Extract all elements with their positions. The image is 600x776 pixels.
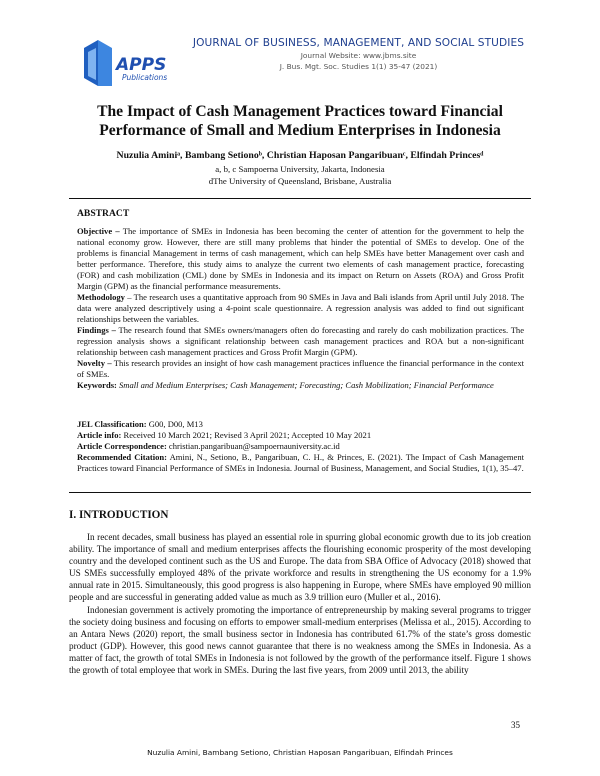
correspondence-label: Article Correspondence: bbox=[77, 441, 167, 451]
abstract-top-rule bbox=[69, 198, 531, 199]
methodology-text: – The research uses a quantitative approach from 90 SMEs in Java and Bali islands from April until July 2018. The data were analyzed descriptively using a 4-point scale questionnaire. A regression analysis was added to find out significant relationships between the variables. bbox=[77, 292, 524, 324]
abstract-methodology bbox=[77, 292, 524, 325]
keywords-label: Keywords: bbox=[77, 380, 117, 390]
page-number: 35 bbox=[511, 720, 520, 730]
intro-paragraph-1: In recent decades, small business has played an essential role in spurring global economic growth due to its job creation ability. The importance of small and medium enterprises affects the flourishing economic prosperity of the most developing country and the developed continent such as the US and Europe. The data from SBA Office of Advocacy (2018) showed that US SMEs successfully employed 48% of the private workforce and results in strengthening the US economy for a 1.9% annual rate in 2015. Simultaneously, this good progress is also happening in Europe, where SMEs have employed 90 million people and are successful in generating added value as much as 3.9 trillion euro (Muller et al., 2016). bbox=[69, 532, 531, 603]
section-heading: I. INTRODUCTION bbox=[69, 509, 169, 521]
correspondence-email[interactable]: christian.pangaribuan@sampoernauniversity.ac.id bbox=[166, 441, 340, 451]
novelty-label: Novelty – bbox=[77, 358, 112, 368]
findings-label: Findings – bbox=[77, 325, 116, 335]
intro-paragraph-2: Indonesian government is actively promoting the importance of entrepreneurship by making several programs to trigger the society doing business and focusing on efforts to empower small-medium enterprises (Melissa et al., 2015). According to an Antara News (2020) report, the small business sector in Indonesia has contributed 61.7% of the state’s gross domestic product (GDP). However, this good news cannot guarantee that there is no weakness among the SMEs in Indonesia. As a matter of fact, the growth of total SMEs in Indonesia is not followed by the growth of the performance itself. Figure 1 shows the growth of total employee that work in SMEs. During the last five years, from 2009 until 2013, the ability bbox=[69, 604, 531, 676]
keywords-text: Small and Medium Enterprises; Cash Management; Forecasting; Cash Mobilization; Financial Performance bbox=[116, 380, 494, 390]
publisher-logo bbox=[78, 30, 178, 92]
article-info bbox=[77, 430, 524, 441]
title-line-1: The Impact of Cash Management Practices toward Financial bbox=[97, 103, 503, 120]
abstract-objective bbox=[77, 226, 524, 292]
author-list: Nuzulia Aminiᵃ, Bambang Setionoᵇ, Christian Haposan Pangaribuanᶜ, Elfindah Princesᵈ bbox=[116, 150, 484, 161]
logo-subtext: Publications bbox=[122, 73, 168, 82]
jel-text: G00, D00, M13 bbox=[146, 419, 203, 429]
objective-label: Objective – bbox=[77, 226, 120, 236]
info-label: Article info: bbox=[77, 430, 122, 440]
logo-text: APPS bbox=[116, 55, 167, 75]
paper-title bbox=[69, 102, 531, 140]
citation-label: Recommended Citation: bbox=[77, 452, 167, 462]
intro-body bbox=[69, 531, 531, 676]
abstract-novelty bbox=[77, 358, 524, 380]
apps-logo-icon bbox=[78, 30, 178, 92]
abstract-heading: ABSTRACT bbox=[77, 208, 130, 219]
article-meta bbox=[77, 419, 524, 474]
citation-text: Amini, N., Setiono, B., Pangaribuan, C. H., & Princes, E. (2021). The Impact of Cash Management Practices toward Financial Performance of SMEs in Indonesia. Journal of Business, Management, and Social Studies, 1(1), 35–47. bbox=[77, 452, 524, 473]
recommended-citation bbox=[77, 452, 524, 474]
journal-title: JOURNAL OF BUSINESS, MANAGEMENT, AND SOCIAL STUDIES bbox=[192, 37, 525, 49]
affiliation-2: dThe University of Queensland, Brisbane, Australia bbox=[208, 176, 392, 186]
methodology-label: Methodology bbox=[77, 292, 125, 302]
info-text: Received 10 March 2021; Revised 3 April 2021; Accepted 10 May 2021 bbox=[121, 430, 372, 440]
abstract-findings bbox=[77, 325, 524, 358]
abstract-bottom-rule bbox=[69, 492, 531, 493]
title-line-2: Performance of Small and Medium Enterprises in Indonesia bbox=[99, 122, 501, 139]
affiliation-1: a, b, c Sampoerna University, Jakarta, Indonesia bbox=[215, 164, 385, 174]
journal-citation: J. Bus. Mgt. Soc. Studies 1(1) 35-47 (2021) bbox=[279, 62, 438, 71]
footer-authors: Nuzulia Amini, Bambang Setiono, Christian Haposan Pangaribuan, Elfindah Princes bbox=[147, 748, 453, 757]
article-correspondence bbox=[77, 441, 524, 452]
jel-label: JEL Classification: bbox=[77, 419, 147, 429]
abstract-keywords bbox=[77, 380, 524, 391]
objective-text: The importance of SMEs in Indonesia has been becoming the center of attention for the government to help the national economy grow. However, there are still many problems that hinder the potential of SMEs to develop. One of the problems is financial Management in terms of cash management, which can help SMEs have better Management over cash and better performance. Therefore, this study aims to analyze the current two elements of cash management practice, forecasting (FOR) and cash mobilization (CML) done by SMEs in Indonesia and its impact on Return on Assets (ROA) and Gross Profit Margin (GPM) as the financial performance measurements. bbox=[77, 226, 524, 291]
abstract-body bbox=[77, 226, 524, 391]
findings-text: The research found that SMEs owners/managers often do forecasting and rarely do cash mobilization practices. The regression analysis shows a significant relationship between cash management practices and ROA but a non-significant relationship between cash management practices and Gross Profit Margin (GPM). bbox=[77, 325, 524, 357]
jel-classification bbox=[77, 419, 524, 430]
journal-website[interactable]: Journal Website: www.jbms.site bbox=[300, 51, 417, 60]
novelty-text: This research provides an insight of how cash management practices influence the financial performance in the context of SMEs. bbox=[77, 358, 524, 379]
